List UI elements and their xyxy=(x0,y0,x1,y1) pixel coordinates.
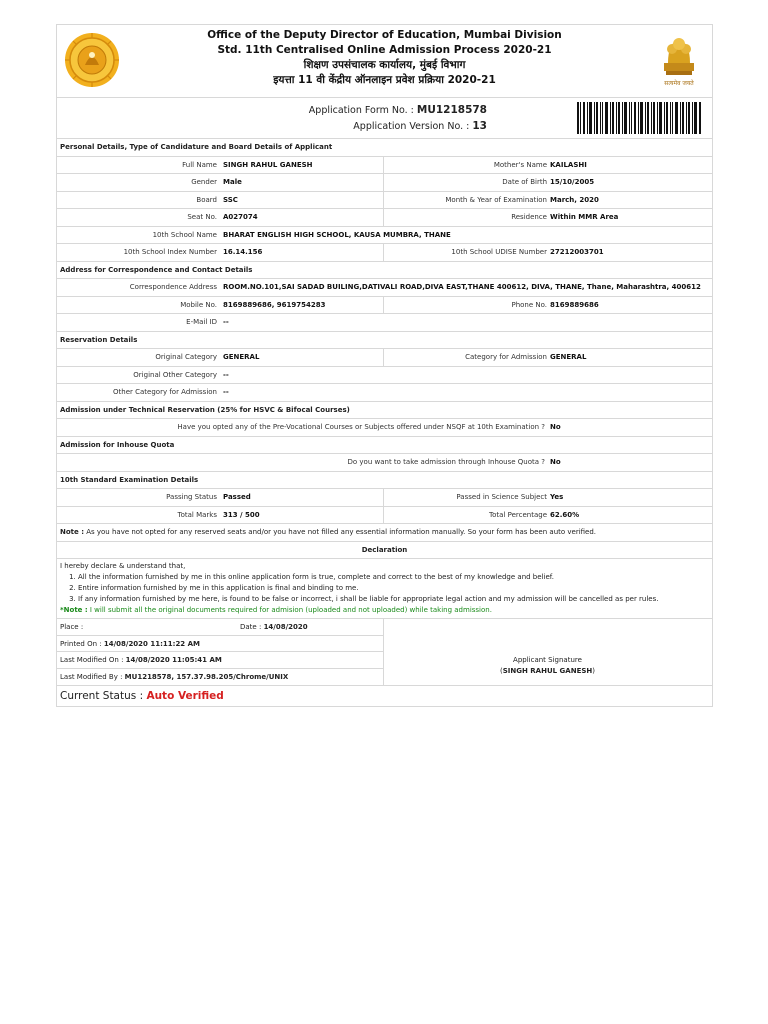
row-gender xyxy=(57,174,712,192)
phone-label: Phone No. xyxy=(511,300,547,309)
section-title-reservation: Reservation Details xyxy=(57,332,712,350)
modified-by-value: MU1218578, 157.37.98.205/Chrome/UNIX xyxy=(124,672,289,681)
science-value: Yes xyxy=(550,493,564,501)
udise-label: 10th School UDISE Number xyxy=(451,248,547,256)
board-label: Board xyxy=(196,195,217,204)
footer-block xyxy=(57,619,712,686)
barcode-icon xyxy=(577,102,701,134)
row-inhouse xyxy=(57,454,712,472)
header-line-3: शिक्षण उपसंचालक कार्यालय, मुंबई विभाग xyxy=(303,59,466,71)
modified-by-label: Last Modified By : xyxy=(60,672,123,681)
full-name-value: SINGH RAHUL GANESH xyxy=(223,160,313,169)
seat-label: Seat No. xyxy=(187,213,217,221)
form-no-label: Application Form No. : xyxy=(308,105,414,116)
header-line-4: इयत्ता 11 वी केंद्रीय ऑनलाइन प्रवेश प्रक्रिया 2020-21 xyxy=(273,74,496,86)
form-no-value: MU1218578 xyxy=(416,104,487,116)
percentage-value: 62.60% xyxy=(550,510,580,519)
row-seat xyxy=(57,209,712,227)
note-prefix: Note : xyxy=(60,528,84,536)
status-label: Current Status : xyxy=(60,690,144,702)
email-value: -- xyxy=(223,318,229,326)
modified-by-row xyxy=(57,669,383,686)
inhouse-question: Do you want to take admission through Inhouse Quota ? xyxy=(347,458,545,466)
declaration-note xyxy=(60,605,709,616)
declaration-list xyxy=(60,572,709,605)
index-label: 10th School Index Number xyxy=(123,248,217,256)
corr-address-value: ROOM.NO.101,SAI SADAD BUILING,DATIVALI ROAD,DIVA EAST,THANE 400612, DIVA, THANE, Thane, Maharashtra, 400612 xyxy=(223,283,701,291)
row-orig-other xyxy=(57,367,712,385)
modified-label: Last Modified On : xyxy=(60,656,124,664)
row-other-adm xyxy=(57,384,712,402)
other-adm-value: -- xyxy=(223,388,229,396)
version-no-value: 13 xyxy=(472,120,487,132)
current-status xyxy=(57,686,712,706)
printed-value: 14/08/2020 11:11:22 AM xyxy=(103,639,201,648)
row-index xyxy=(57,244,712,262)
exam-label: Month & Year of Examination xyxy=(445,195,547,204)
orig-other-value: -- xyxy=(223,370,229,379)
marks-value: 313 / 500 xyxy=(223,510,260,519)
form-frame xyxy=(56,24,713,707)
index-value: 16.14.156 xyxy=(223,248,263,256)
orig-other-label: Original Other Category xyxy=(133,370,217,379)
declaration-note-text: I will submit all the original documents required for admision (uploaded and not uploaded) while taking admission. xyxy=(87,606,492,614)
dob-label: Date of Birth xyxy=(502,178,547,186)
seat-value: A027074 xyxy=(223,213,258,221)
other-adm-label: Other Category for Admission xyxy=(113,388,217,396)
school-value: BHARAT ENGLISH HIGH SCHOOL, KAUSA MUMBRA, THANE xyxy=(223,230,451,239)
note-text: As you have not opted for any reserved seats and/or you have not filled any essential information manually. So your form has been auto verified. xyxy=(84,528,597,536)
mother-name-value: KAILASHI xyxy=(550,160,587,169)
declaration-body xyxy=(57,559,712,619)
adm-category-value: GENERAL xyxy=(550,353,587,361)
udise-value: 27212003701 xyxy=(550,248,604,256)
signature-label: Applicant Signature xyxy=(513,656,582,664)
corr-address-label: Correspondence Address xyxy=(129,283,217,291)
printed-label: Printed On : xyxy=(60,639,102,648)
science-label: Passed in Science Subject xyxy=(456,493,547,501)
row-orig-category xyxy=(57,349,712,367)
email-label: E-Mail ID xyxy=(186,318,217,326)
declaration-item: 3. If any information furnished by me here, is found to be false or incorrect, i shall be liable for appropriate legal action and my admission will be cancelled as per rules. xyxy=(78,594,709,605)
place-label: Place : xyxy=(60,623,84,631)
orig-category-label: Original Category xyxy=(155,353,217,361)
signature-name: SINGH RAHUL GANESH xyxy=(502,667,593,675)
declaration-note-prefix: *Note : xyxy=(60,606,88,614)
version-no-label: Application Version No. : xyxy=(353,121,470,132)
auto-verified-note xyxy=(57,524,712,542)
residence-value: Within MMR Area xyxy=(550,213,619,221)
header-line-1: Office of the Deputy Director of Education, Mumbai Division xyxy=(207,29,562,41)
technical-question: Have you opted any of the Pre-Vocational Courses or Subjects offered under NSQF at 10th Examination ? xyxy=(177,423,545,431)
gender-label: Gender xyxy=(191,178,217,186)
mobile-value: 8169889686, 9619754283 xyxy=(223,300,326,309)
residence-label: Residence xyxy=(511,213,547,221)
row-board xyxy=(57,192,712,210)
row-name xyxy=(57,157,712,175)
orig-category-value: GENERAL xyxy=(223,353,260,361)
national-emblem-icon xyxy=(656,29,702,91)
row-mobile xyxy=(57,297,712,315)
row-school xyxy=(57,227,712,245)
gender-value: Male xyxy=(223,178,242,186)
declaration-item: 1. All the information furnished by me in this online application form is true, complete and correct to the best of my knowledge and belief. xyxy=(78,572,709,583)
section-title-address: Address for Correspondence and Contact Details xyxy=(57,262,712,280)
signature-block: Applicant Signature (SINGH RAHUL GANESH) xyxy=(383,655,712,677)
maharashtra-seal-icon xyxy=(63,31,121,89)
technical-answer: No xyxy=(550,423,561,431)
marks-label: Total Marks xyxy=(177,510,217,519)
section-title-inhouse: Admission for Inhouse Quota xyxy=(57,437,712,455)
status-value: Auto Verified xyxy=(146,690,224,702)
board-value: SSC xyxy=(223,195,238,204)
declaration-intro: I hereby declare & understand that, xyxy=(60,562,186,570)
school-label: 10th School Name xyxy=(152,230,217,239)
place-date-row xyxy=(57,619,383,636)
section-title-exam10: 10th Standard Examination Details xyxy=(57,472,712,490)
form-header xyxy=(57,25,712,98)
declaration-title: Declaration xyxy=(57,542,712,560)
passing-status-label: Passing Status xyxy=(166,493,217,501)
percentage-label: Total Percentage xyxy=(489,510,547,519)
inhouse-answer: No xyxy=(550,458,561,466)
section-title-personal: Personal Details, Type of Candidature and Board Details of Applicant xyxy=(57,139,712,157)
modified-value: 14/08/2020 11:05:41 AM xyxy=(125,656,222,664)
emblem-motto: सत्यमेव जयते xyxy=(664,80,694,87)
exam-value: March, 2020 xyxy=(550,195,599,204)
row-email xyxy=(57,314,712,332)
row-corr-address xyxy=(57,279,712,297)
row-technical xyxy=(57,419,712,437)
adm-category-label: Category for Admission xyxy=(465,353,547,361)
date-value: 14/08/2020 xyxy=(263,623,308,631)
row-passing xyxy=(57,489,712,507)
row-marks xyxy=(57,507,712,525)
mother-name-label: Mother's Name xyxy=(493,160,547,169)
passing-status-value: Passed xyxy=(223,493,251,501)
header-line-2: Std. 11th Centralised Online Admission Process 2020-21 xyxy=(217,44,552,56)
declaration-item: 2. Entire information furnished by me in this application is final and binding to me. xyxy=(78,583,709,594)
section-title-technical: Admission under Technical Reservation (25% for HSVC & Bifocal Courses) xyxy=(57,402,712,420)
printed-row xyxy=(57,636,383,653)
mobile-label: Mobile No. xyxy=(180,300,217,309)
dob-value: 15/10/2005 xyxy=(550,178,595,186)
application-info xyxy=(57,98,712,139)
date-label: Date : xyxy=(240,623,262,631)
full-name-label: Full Name xyxy=(182,160,217,169)
phone-value: 8169889686 xyxy=(550,300,599,309)
modified-row xyxy=(57,652,383,669)
